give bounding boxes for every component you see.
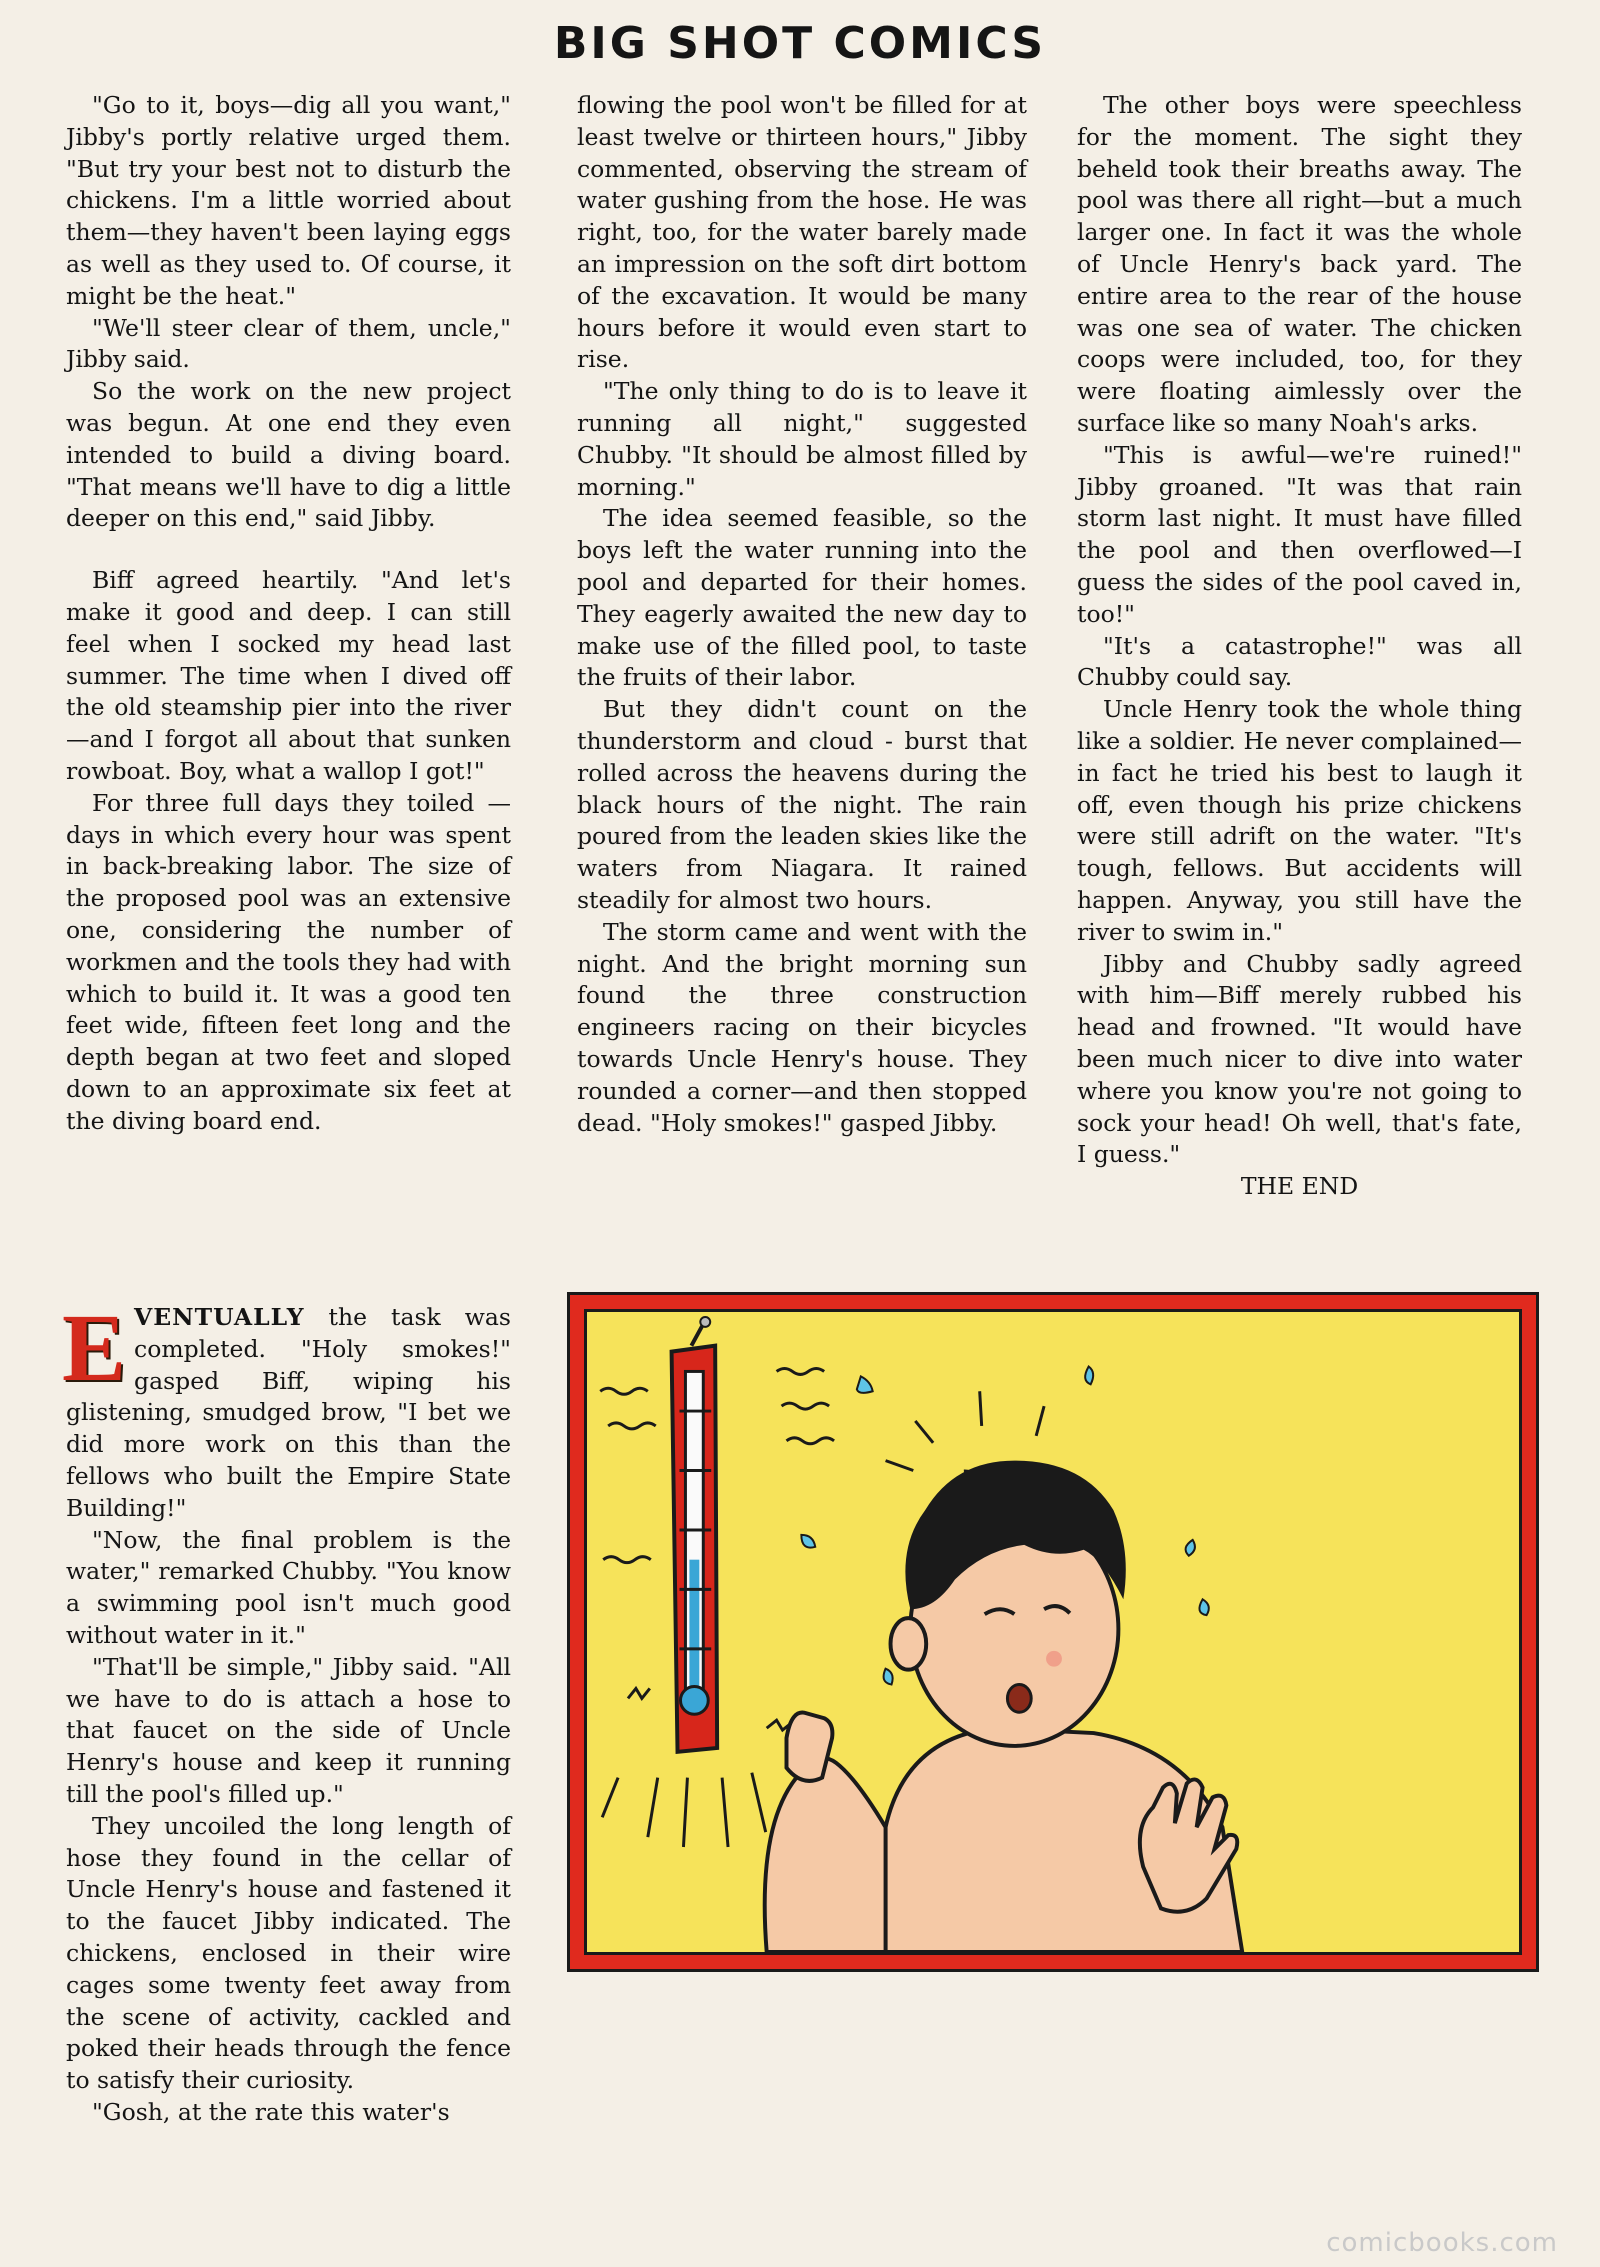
paragraph: So the work on the new project was begun. At one end they even intended to build a diving board. "That means we'll have to dig a little deeper on this end," said Jibby. [66, 377, 511, 533]
text-column-3 [1077, 90, 1522, 1203]
paragraph: The storm came and went with the night. And the bright morning sun found the three construction engineers racing on their bicycles towards Uncle Henry's house. They rounded a corner—and then stopped dead. "Holy smokes!" gasped Jibby. [577, 917, 1027, 1137]
watermark: comicbooks.com [1326, 2228, 1558, 2258]
text-column-1-lower [62, 1294, 511, 2129]
paragraph: "The only thing to do is to leave it running all night," suggested Chubby. "It should be almost filled by morning." [577, 377, 1027, 501]
paragraph: "Go to it, boys—dig all you want," Jibby's portly relative urged them. "But try your best not to disturb the chickens. I'm a little worried about them—they haven't been laying eggs as well as they used to. Of course, it might be the heat." [66, 91, 511, 310]
paragraph-text: the task was completed. "Holy smokes!" gasped Biff, wiping his glistening, smudged brow, "I bet we did more work on this than the fellows who built the Empire State Building!" [66, 1303, 511, 1522]
paragraph: But they didn't count on the thunderstorm and cloud - burst that rolled across the heavens during the black hours of the night. The rain poured from the leaden skies like the waters from Niagara. It rained steadily for almost two hours. [577, 695, 1027, 914]
paragraph: Uncle Henry took the whole thing like a soldier. He never complained—in fact he tried his best to laugh it off, even though his prize chickens were still adrift on the water. "It's tough, fellows. But accidents will happen. Anyway, you still have the river to swim in." [1077, 695, 1522, 946]
comic-panel [567, 1292, 1539, 1972]
boy-figure [765, 1461, 1243, 1952]
paragraph: "This is awful—we're ruined!" Jibby groaned. "It was that rain storm last night. It must have filled the pool and then overflowed—I guess the sides of the pool caved in, too!" [1077, 440, 1522, 628]
paragraph: "We'll steer clear of them, uncle," Jibby said. [66, 313, 511, 374]
paragraph: The idea seemed feasible, so the boys left the water running into the pool and departed for their homes. They eagerly awaited the new day to make use of the filled pool, to taste the fruits of their labor. [577, 504, 1027, 692]
paragraph: Jibby and Chubby sadly agreed with him—Biff merely rubbed his head and frowned. "It would have been much nicer to dive into water where you know you're not going to sock your head! Oh well, that's fate, I guess." [1077, 949, 1522, 1169]
paragraph: For three full days they toiled —days in which every hour was spent in back-breaking labor. The size of the proposed pool was an extensive one, considering the number of workmen and the tools they had with which to build it. It was a good ten feet wide, fifteen feet long and the depth began at two feet and sloped down to an approximate six feet at the diving board end. [66, 788, 511, 1135]
paragraph: "It's a catastrophe!" was all Chubby could say. [1077, 631, 1522, 692]
lead-word: VENTUALLY [134, 1303, 305, 1331]
paragraph: "Now, the final problem is the water," remarked Chubby. "You know a swimming pool isn't much good without water in it." [66, 1525, 511, 1649]
drop-cap: E [62, 1294, 127, 1401]
page-title: BIG SHOT COMICS [553, 18, 1047, 69]
paragraph: Biff agreed heartily. "And let's make it good and deep. I can still feel when I socked my head last summer. The time when I dived off the old steamship pier into the river—and I forgot all about that sunken rowboat. Boy, what a wallop I got!" [66, 566, 511, 785]
paragraph: "Gosh, at the rate this water's [92, 2097, 450, 2126]
text-column-2 [577, 90, 1027, 1139]
thermometer-icon [672, 1317, 718, 1752]
panel-background [584, 1309, 1522, 1955]
paragraph: The other boys were speechless for the moment. The sight they beheld took their breaths away. The pool was there all right—but a much larger one. In fact it was the whole of Uncle Henry's back yard. The entire area to the rear of the house was one sea of water. The chicken coops were included, too, for they were floating aimlessly over the surface like so many Noah's arks. [1077, 91, 1522, 437]
paragraph: They uncoiled the long length of hose they found in the cellar of Uncle Henry's house and fastened it to the faucet Jibby indicated. The chickens, enclosed in their wire cages some twenty feet away from the scene of activity, cackled and poked their heads through the fence to satisfy their curiosity. [66, 1811, 511, 2095]
the-end-label: THE END [1240, 1172, 1359, 1201]
text-column-1 [66, 90, 511, 1138]
hot-boy-illustration [587, 1312, 1519, 1952]
paragraph: flowing the pool won't be filled for at least twelve or thirteen hours," Jibby commented, observing the stream of water gushing from the hose. He was right, too, for the water barely made an impression on the soft dirt bottom of the excavation. It would be many hours before it would even start to rise. [577, 91, 1027, 374]
paragraph: "That'll be simple," Jibby said. "All we have to do is attach a hose to that faucet on the side of Uncle Henry's house and keep it running till the pool's filled up." [66, 1652, 511, 1808]
paragraph-dropcap [62, 1294, 511, 1525]
